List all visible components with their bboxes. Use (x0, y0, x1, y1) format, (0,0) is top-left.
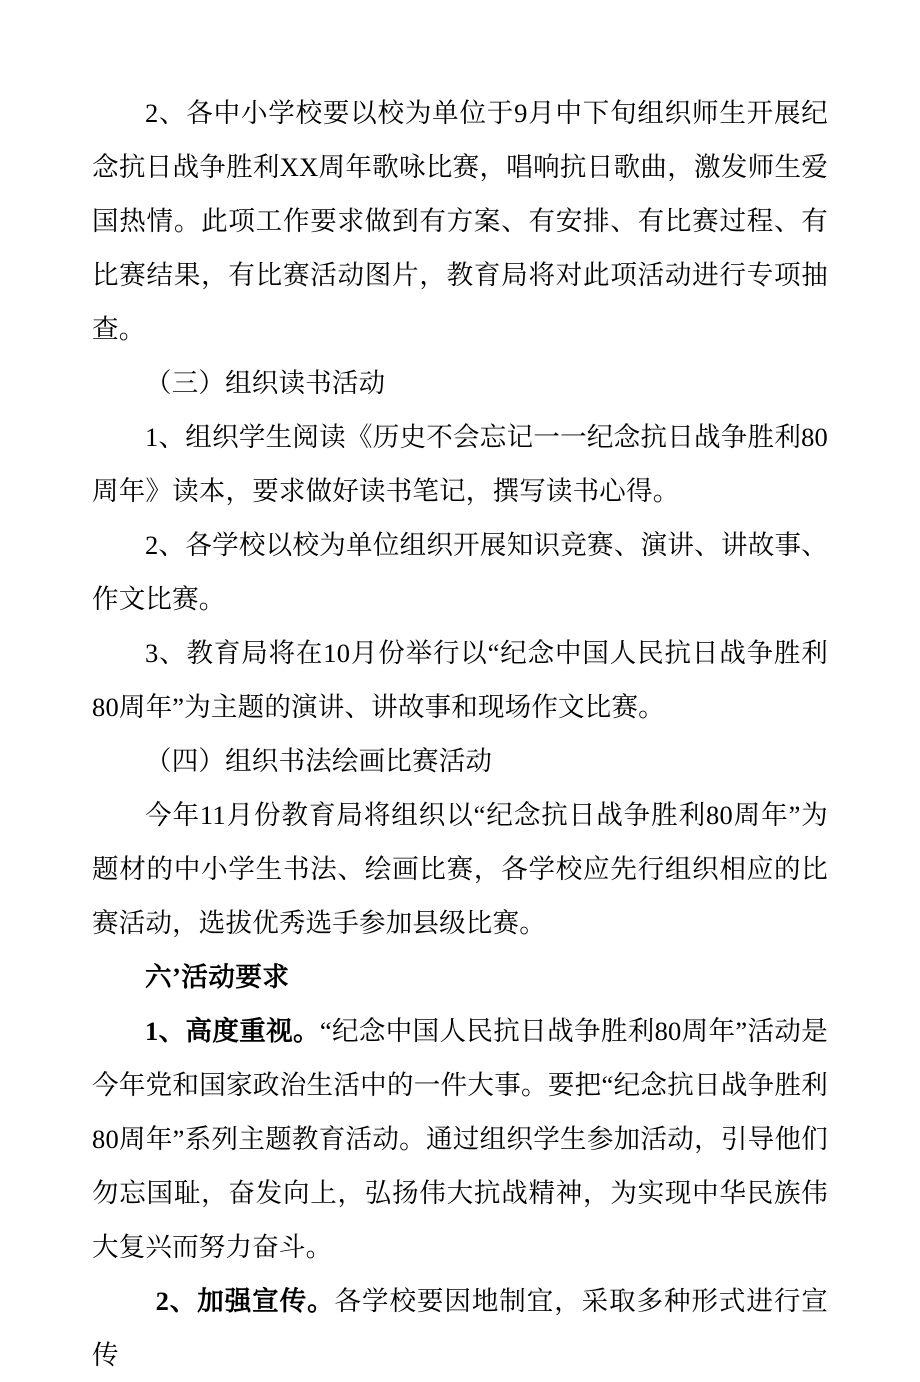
requirement-2-lead: 2、加强宣传。 (155, 1286, 335, 1316)
requirement-1-text: “纪念中国人民抗日战争胜利80周年”活动是今年党和国家政治生活中的一件大事。要把“纪念抗日战争胜利80周年”系列主题教育活动。通过组织学生参加活动，引导他们勿忘国耻，奋发向上，弘扬伟大抗战精神，为实现中华民族伟大复兴而努力奋斗。 (92, 1016, 828, 1262)
paragraph-calligraphy-activity: 今年11月份教育局将组织以“纪念抗日战争胜利80周年”为题材的中小学生书法、绘画比赛，各学校应先行组织相应的比赛活动，选拔优秀选手参加县级比赛。 (92, 800, 828, 938)
section-heading-requirements: 六’活动要求 (145, 962, 290, 992)
paragraph-requirement-1 (92, 1004, 828, 1274)
requirement-1-lead: 1、高度重视。 (145, 1016, 320, 1046)
paragraph-section-four-title: （四）组织书法绘画比赛活动 (145, 746, 493, 776)
requirement-2-text: 各学校要因地制宜，采取多种形式进行宣传 (92, 1286, 828, 1370)
paragraph-reading-item-1: 1、组织学生阅读《历史不会忘记一一纪念抗日战争胜利80周年》读本，要求做好读书笔记，撰写读书心得。 (92, 422, 828, 506)
document-body (92, 86, 828, 1382)
paragraph-reading-item-3: 3、教育局将在10月份举行以“纪念中国人民抗日战争胜利80周年”为主题的演讲、讲故事和现场作文比赛。 (92, 638, 828, 722)
paragraph-activity-chorus: 2、各中小学校要以校为单位于9月中下旬组织师生开展纪念抗日战争胜利XX周年歌咏比赛，唱响抗日歌曲，激发师生爱国热情。此项工作要求做到有方案、有安排、有比赛过程、有比赛结果，有比赛活动图片，教育局将对此项活动进行专项抽查。 (92, 98, 828, 344)
paragraph-requirement-2 (92, 1274, 828, 1382)
paragraph-section-three-title: （三）组织读书活动 (145, 368, 386, 398)
paragraph-reading-item-2: 2、各学校以校为单位组织开展知识竞赛、演讲、讲故事、作文比赛。 (92, 530, 828, 614)
